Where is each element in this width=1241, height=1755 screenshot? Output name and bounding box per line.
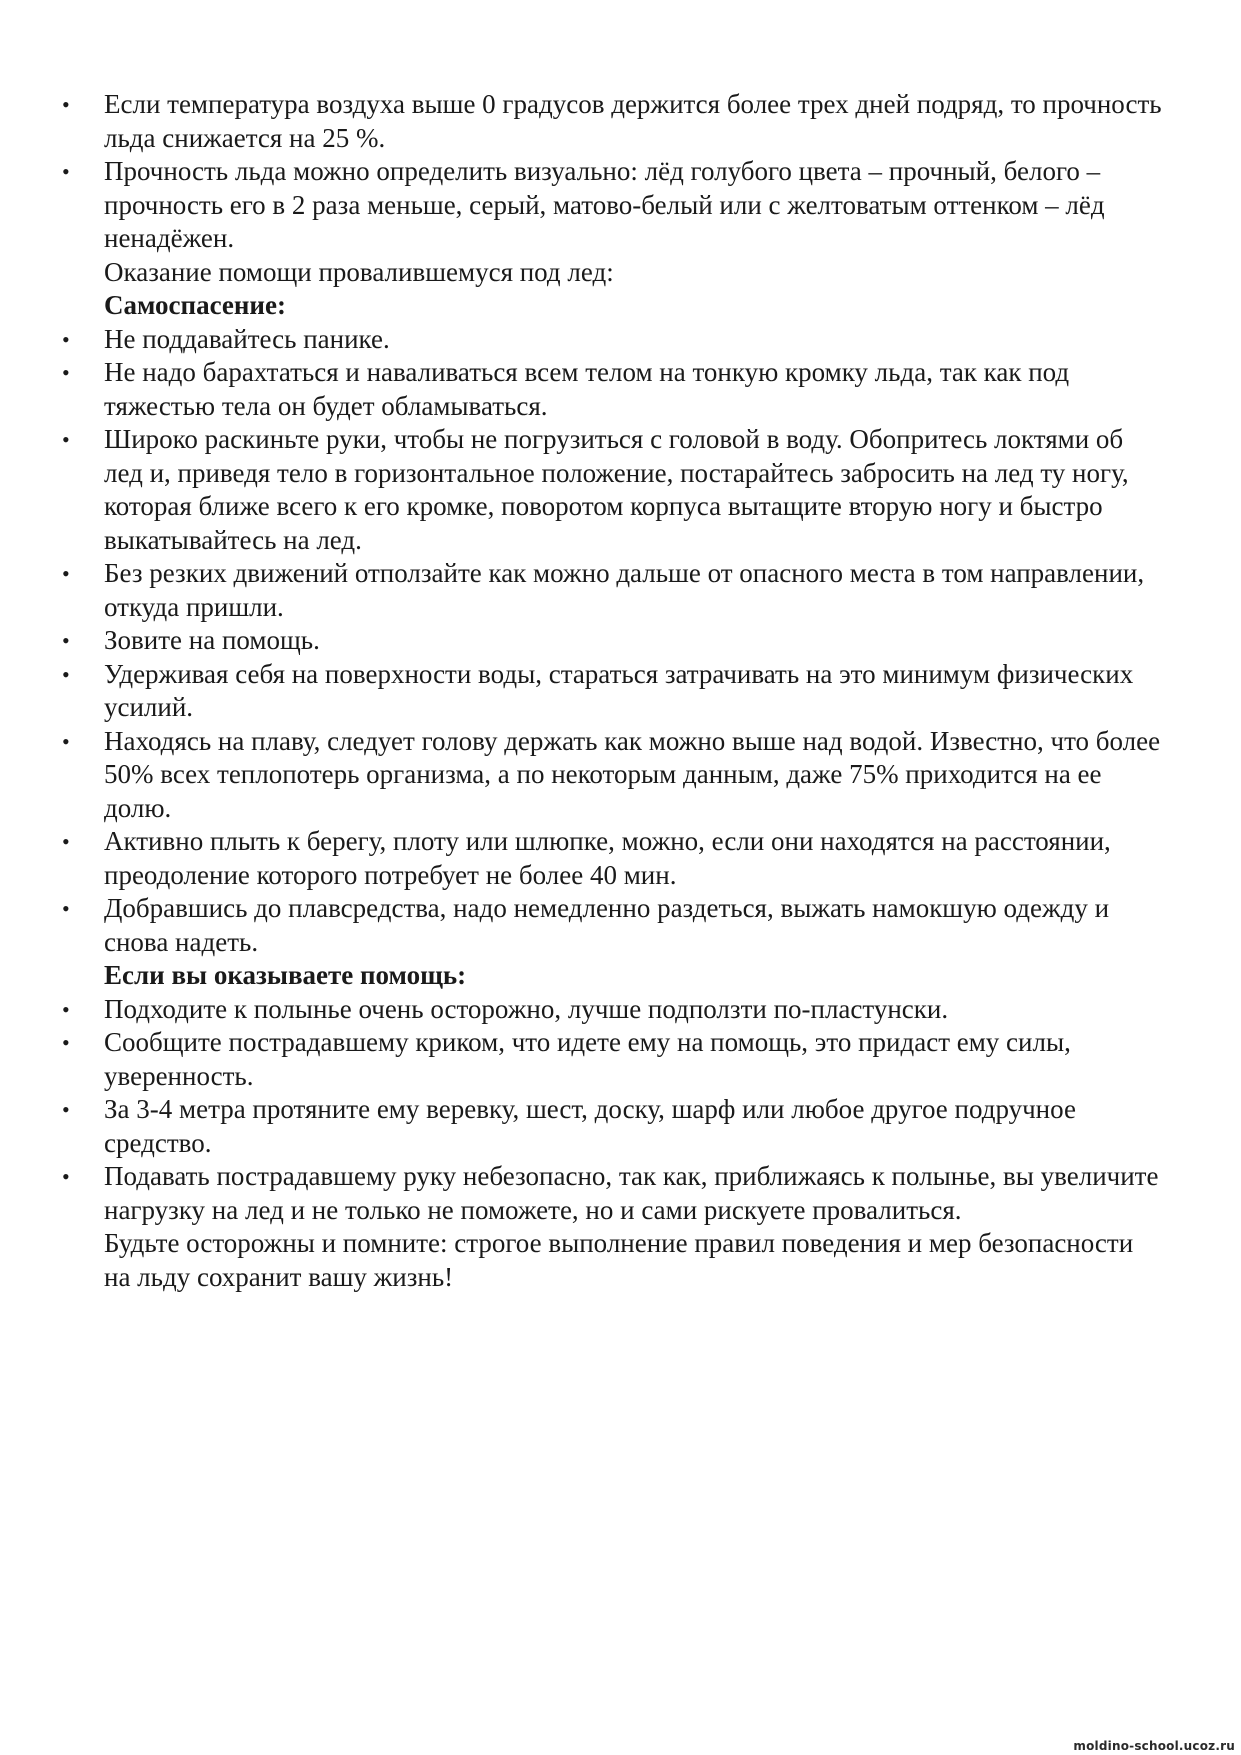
section-heading-text: Самоспасение:	[104, 290, 286, 320]
bullet-icon: •	[62, 561, 70, 586]
bullet-icon: •	[62, 92, 70, 117]
paragraph-text: Оказание помощи провалившемуся под лед:	[104, 256, 614, 287]
section-heading	[0, 289, 1164, 323]
bullet-icon: •	[62, 159, 70, 184]
list-item	[0, 892, 1164, 959]
bullet-icon: •	[62, 1097, 70, 1122]
list-item-text: Активно плыть к берегу, плоту или шлюпке, можно, если они находятся на расстоянии, преодоление которого потребует не более 40 мин.	[104, 826, 1111, 890]
list-item-text: Удерживая себя на поверхности воды, стараться затрачивать на это минимум физических усилий.	[104, 658, 1134, 722]
list-item-text: Добравшись до плавсредства, надо немедленно раздеться, выжать намокшую одежду и снова надеть.	[104, 893, 1110, 957]
list-item-text: Прочность льда можно определить визуально: лёд голубого цвета – прочный, белого – прочность его в 2 раза меньше, серый, матово-белый или с желтоватым оттенком – лёд ненадёжен.	[104, 156, 1105, 253]
bullet-icon: •	[62, 896, 70, 921]
list-item	[0, 88, 1164, 155]
list-item-text: Широко раскиньте руки, чтобы не погрузиться с головой в воду. Обопритесь локтями об лед и, приведя тело в горизонтальное положение, постарайтесь забросить на лед ту ногу, которая ближе всего к его кромке, поворотом корпуса вытащите вторую ногу и быстро выкатывайтесь на лед.	[104, 424, 1129, 555]
bullet-icon: •	[62, 326, 70, 352]
paragraph-text: Будьте осторожны и помните: строгое выполнение правил поведения и мер безопасности на льду сохранит вашу жизнь!	[104, 1228, 1134, 1292]
list-item-text: Подавать пострадавшему руку небезопасно, так как, приближаясь к полынье, вы увеличите нагрузку на лед и не только не поможете, но и сами рискуете провалиться.	[104, 1161, 1159, 1225]
list-item	[0, 323, 1164, 357]
paragraph	[0, 1227, 1164, 1294]
list-item-text: Без резких движений отползайте как можно дальше от опасного места в том направлении, откуда пришли.	[104, 558, 1145, 622]
list-item	[0, 356, 1164, 423]
bullet-icon: •	[62, 427, 70, 452]
list-item	[0, 155, 1164, 256]
bullet-icon: •	[62, 1030, 70, 1055]
bullet-icon: •	[62, 628, 70, 653]
list-item	[0, 993, 1164, 1027]
watermark: moldino-school.ucoz.ru	[1073, 1739, 1235, 1753]
list-item	[0, 1160, 1164, 1227]
list-item-text: Не надо барахтаться и наваливаться всем телом на тонкую кромку льда, так как под тяжестью тела он будет обламываться.	[104, 357, 1070, 421]
list-item-text: Если температура воздуха выше 0 градусов держится более трех дней подряд, то прочность льда снижается на 25 %.	[104, 89, 1162, 153]
list-item	[0, 557, 1164, 624]
bullet-icon: •	[62, 661, 70, 687]
list-item	[0, 624, 1164, 658]
list-item	[0, 725, 1164, 826]
section-heading	[0, 959, 1164, 993]
paragraph	[0, 256, 1164, 290]
list-item-text: Сообщите пострадавшему криком, что идете ему на помощь, это придаст ему силы, уверенность.	[104, 1027, 1071, 1091]
list-item-text: Зовите на помощь.	[104, 625, 320, 655]
document-body	[0, 88, 1241, 1294]
bullet-icon: •	[62, 360, 70, 385]
bullet-icon: •	[62, 728, 70, 754]
list-item	[0, 1093, 1164, 1160]
list-item-text: За 3-4 метра протяните ему веревку, шест, доску, шарф или любое другое подручное средство.	[104, 1094, 1076, 1158]
section-heading-text: Если вы оказываете помощь:	[104, 960, 467, 990]
list-item-text: Подходите к полынье очень осторожно, лучше подползти по-пластунски.	[104, 993, 949, 1024]
bullet-icon: •	[62, 996, 70, 1022]
list-item	[0, 825, 1164, 892]
list-item	[0, 423, 1164, 557]
list-item-text: Не поддавайтесь панике.	[104, 323, 390, 354]
bullet-icon: •	[62, 829, 70, 854]
list-item	[0, 658, 1164, 725]
bullet-icon: •	[62, 1164, 70, 1189]
list-item	[0, 1026, 1164, 1093]
list-item-text: Находясь на плаву, следует голову держать как можно выше над водой. Известно, что более 50% всех теплопотерь организма, а по некоторым данным, даже 75% приходится на ее долю.	[104, 725, 1161, 823]
